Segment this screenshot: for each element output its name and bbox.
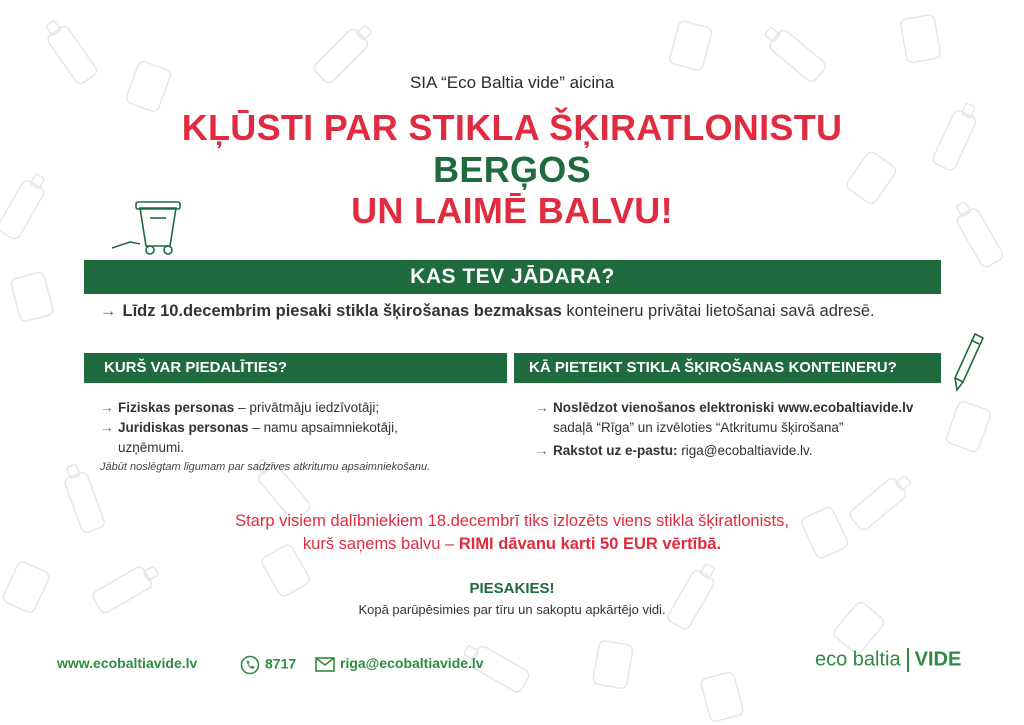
- intro-text: SIA “Eco Baltia vide” aicina: [409, 73, 615, 92]
- pencil-icon: [945, 330, 990, 395]
- logo-separator: [907, 648, 909, 672]
- cta-title: PIESAKIES!: [469, 580, 555, 597]
- title-line-2: BERĢOS: [433, 149, 591, 190]
- bin-icon: [110, 198, 190, 258]
- eco-baltia-vide-logo: eco baltia VIDE: [815, 648, 962, 671]
- footer-website-link[interactable]: www.ecobaltiavide.lv: [57, 655, 198, 671]
- left-section-heading: KURŠ VAR PIEDALĪTIES?: [84, 353, 507, 383]
- participants-list: [100, 398, 440, 458]
- arrow-icon: →: [100, 302, 117, 320]
- arrow-icon: →: [535, 400, 549, 415]
- draw-text-line-2: kurš saņems balvu – RIMI dāvanu karti 50 EUR vērtībā.: [302, 535, 722, 553]
- cta-subtitle: Kopā parūpēsimies par tīru un sakoptu apkārtējo vidi.: [358, 602, 666, 617]
- list-item: → Rakstot uz e-pastu: riga@ecobaltiavide.lv.: [535, 441, 955, 461]
- title-line-1: KĻŪSTI PAR STIKLA ŠĶIRATLONISTU: [181, 107, 843, 148]
- list-item: → Noslēdzot vienošanos elektroniski www.ecobaltiavide.lv sadaļā “Rīga” un izvēloties “Atkritumu šķirošana”: [535, 400, 914, 435]
- main-section-bar: KAS TEV JĀDARA?: [84, 260, 941, 294]
- arrow-icon: →: [100, 420, 114, 435]
- prize-text: RIMI dāvanu karti 50 EUR vērtībā.: [458, 535, 722, 553]
- mail-icon: [315, 657, 335, 672]
- step-bold: Līdz 10.decembrim piesaki stikla šķirošanas bezmaksas: [122, 302, 562, 320]
- how-to-apply-list: [535, 398, 955, 461]
- draw-text-line-1: Starp visiem dalībniekiem 18.decembrī tiks izlozēts viens stikla šķiratlonists,: [235, 512, 789, 530]
- list-item: → Juridiskas personas – namu apsaimniekotāji, uzņēmumi.: [100, 420, 398, 455]
- phone-icon: [240, 655, 260, 675]
- right-section-heading: KĀ PIETEIKT STIKLA ŠĶIROŠANAS KONTEINERU?: [514, 353, 941, 383]
- footer-phone[interactable]: 8717: [240, 655, 296, 675]
- note-text: Jābūt noslēgtam līgumam par sadzīves atkritumu apsaimniekošanu.: [100, 461, 431, 473]
- arrow-icon: →: [535, 443, 549, 458]
- step-rest: konteineru privātai lietošanai savā adresē.: [561, 302, 875, 320]
- arrow-icon: →: [100, 400, 114, 415]
- footer-email-link[interactable]: riga@ecobaltiavide.lv: [315, 655, 484, 672]
- list-item: → Fiziskas personas – privātmāju iedzīvotāji;: [100, 398, 440, 418]
- step-text: [100, 302, 875, 321]
- title-line-3: UN LAIMĒ BALVU!: [351, 190, 673, 231]
